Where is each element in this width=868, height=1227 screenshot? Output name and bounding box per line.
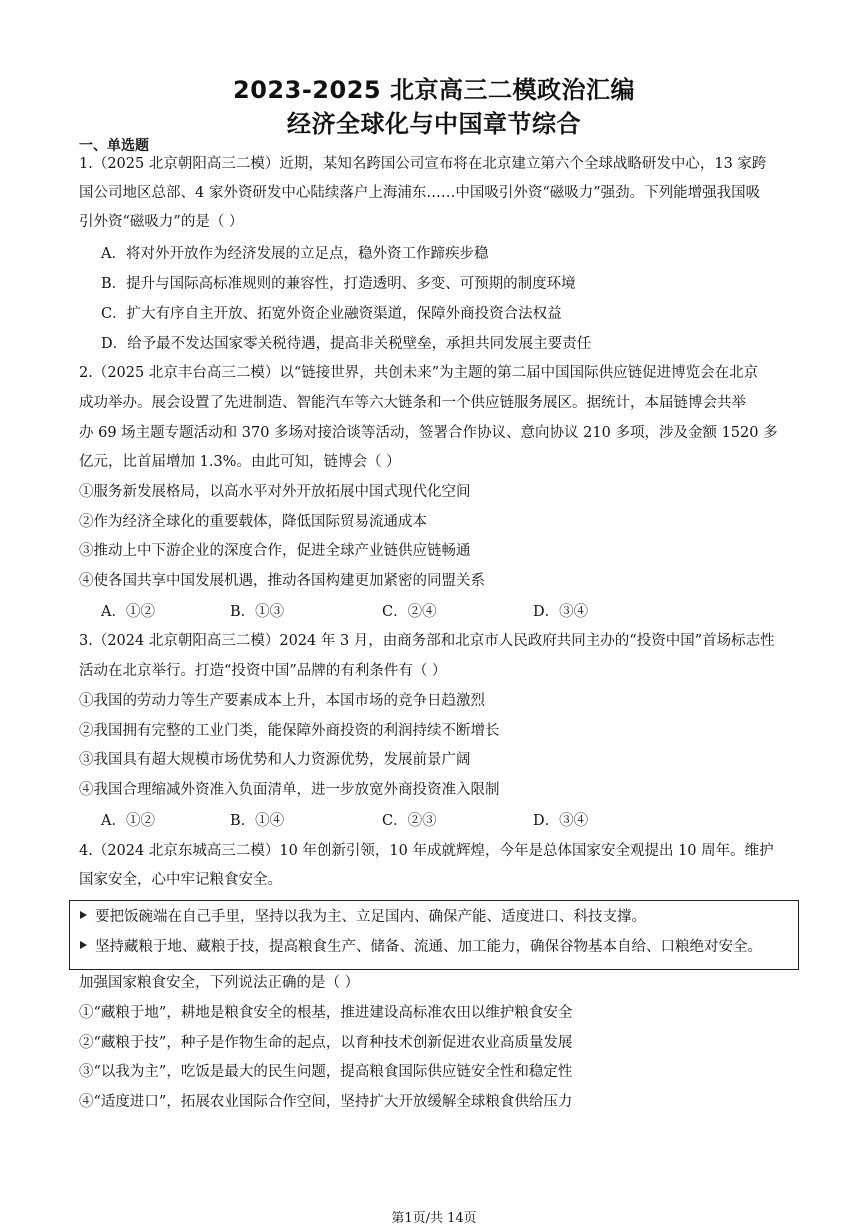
question-1-option-d: D．给予最不发达国家零关税待遇，提高非关税壁垒，承担共同发展主要责任 — [101, 336, 592, 352]
question-4-line: 4.（2024 北京东城高三二模）10 年创新引领，10 年成就辉煌，今年是总体国家安全观提出 10 周年。维护 — [79, 843, 774, 859]
question-3-item: ④我国合理缩减外资准入负面清单，进一步放宽外商投资准入限制 — [79, 782, 500, 798]
choice-d: D．③④ — [533, 813, 589, 829]
quote-box — [69, 900, 799, 970]
section-heading: 一、单选题 — [79, 138, 149, 154]
question-4-item: ②“藏粮于技”，种子是作物生命的起点，以育种技术创新促进农业高质量发展 — [79, 1035, 573, 1051]
question-1-option-a: A．将对外开放作为经济发展的立足点，稳外资工作蹄疾步稳 — [101, 246, 489, 262]
question-3-line: 活动在北京举行。打造“投资中国”品牌的有利条件有（ ） — [79, 663, 447, 679]
page-number: 第1页/共 14页 — [391, 1211, 477, 1226]
question-1-line: 1.（2025 北京朝阳高三二模）近期，某知名跨国公司宣布将在北京建立第六个全球战略研发中心，13 家跨 — [79, 156, 767, 172]
question-4-item: ①“藏粮于地”，耕地是粮食安全的根基，推进建设高标准农田以维护粮食安全 — [79, 1005, 573, 1021]
question-4-item: ④“适度进口”，拓展农业国际合作空间，坚持扩大开放缓解全球粮食供给压力 — [79, 1094, 573, 1110]
choice-d: D．③④ — [533, 604, 589, 620]
triangle-bullet-icon — [80, 911, 87, 919]
question-2-line: 亿元，比首届增加 1.3%。由此可知，链博会（ ） — [79, 454, 401, 470]
question-1-option-b: B．提升与国际高标准规则的兼容性，打造透明、多变、可预期的制度环境 — [101, 276, 576, 292]
question-1-line: 国公司地区总部、4 家外资研发中心陆续落户上海浦东……中国吸引外资“磁吸力”强劲。下列能增强我国吸 — [79, 185, 761, 201]
document-subtitle: 经济全球化与中国章节综合 — [287, 110, 581, 138]
question-2-item: ④使各国共享中国发展机遇，推动各国构建更加紧密的同盟关系 — [79, 573, 485, 589]
question-2-line: 2.（2025 北京丰台高三二模）以“链接世界，共创未来”为主题的第二届中国国际供应链促进博览会在北京 — [79, 365, 759, 381]
question-2-line: 成功举办。展会设置了先进制造、智能汽车等六大链条和一个供应链服务展区。据统计，本届链博会共举 — [79, 395, 746, 411]
question-1-option-c: C．扩大有序自主开放、拓宽外资企业融资渠道，保障外商投资合法权益 — [101, 306, 562, 322]
question-3-item: ②我国拥有完整的工业门类，能保障外商投资的利润持续不断增长 — [79, 723, 500, 739]
choice-c: C．②④ — [382, 604, 437, 620]
triangle-bullet-icon — [80, 941, 87, 949]
question-2-line: 办 69 场主题专题活动和 370 多场对接洽谈等活动，签署合作协议、意向协议 210 多项，涉及金额 1520 多 — [79, 425, 778, 441]
choice-a: A．①② — [101, 604, 155, 620]
choice-c: C．②③ — [382, 813, 437, 829]
quote-bullet: 要把饭碗端在自己手里，坚持以我为主、立足国内、确保产能、适度进口、科技支撑。 — [80, 907, 646, 927]
choice-b: B．①③ — [230, 604, 285, 620]
document-title: 2023-2025 北京高三二模政治汇编 — [233, 76, 635, 104]
choice-b: B．①④ — [230, 813, 285, 829]
question-2-item: ②作为经济全球化的重要载体，降低国际贸易流通成本 — [79, 514, 427, 530]
question-4-stem: 加强国家粮食安全，下列说法正确的是（ ） — [79, 975, 360, 991]
question-2-item: ③推动上中下游企业的深度合作，促进全球产业链供应链畅通 — [79, 543, 471, 559]
question-1-line: 引外资“磁吸力”的是（ ） — [79, 214, 244, 230]
question-3-item: ①我国的劳动力等生产要素成本上升，本国市场的竞争日趋激烈 — [79, 693, 485, 709]
choice-a: A．①② — [101, 813, 155, 829]
quote-bullet: 坚持藏粮于地、藏粮于技，提高粮食生产、储备、流通、加工能力，确保谷物基本自给、口粮绝对安全。 — [80, 937, 762, 957]
question-4-line: 国家安全，心中牢记粮食安全。 — [79, 872, 282, 888]
question-2-item: ①服务新发展格局，以高水平对外开放拓展中国式现代化空间 — [79, 484, 471, 500]
question-3-line: 3.（2024 北京朝阳高三二模）2024 年 3 月，由商务部和北京市人民政府共同主办的“投资中国”首场标志性 — [79, 633, 775, 649]
question-4-item: ③“以我为主”，吃饭是最大的民生问题，提高粮食国际供应链安全性和稳定性 — [79, 1064, 573, 1080]
question-3-item: ③我国具有超大规模市场优势和人力资源优势，发展前景广阔 — [79, 752, 471, 768]
